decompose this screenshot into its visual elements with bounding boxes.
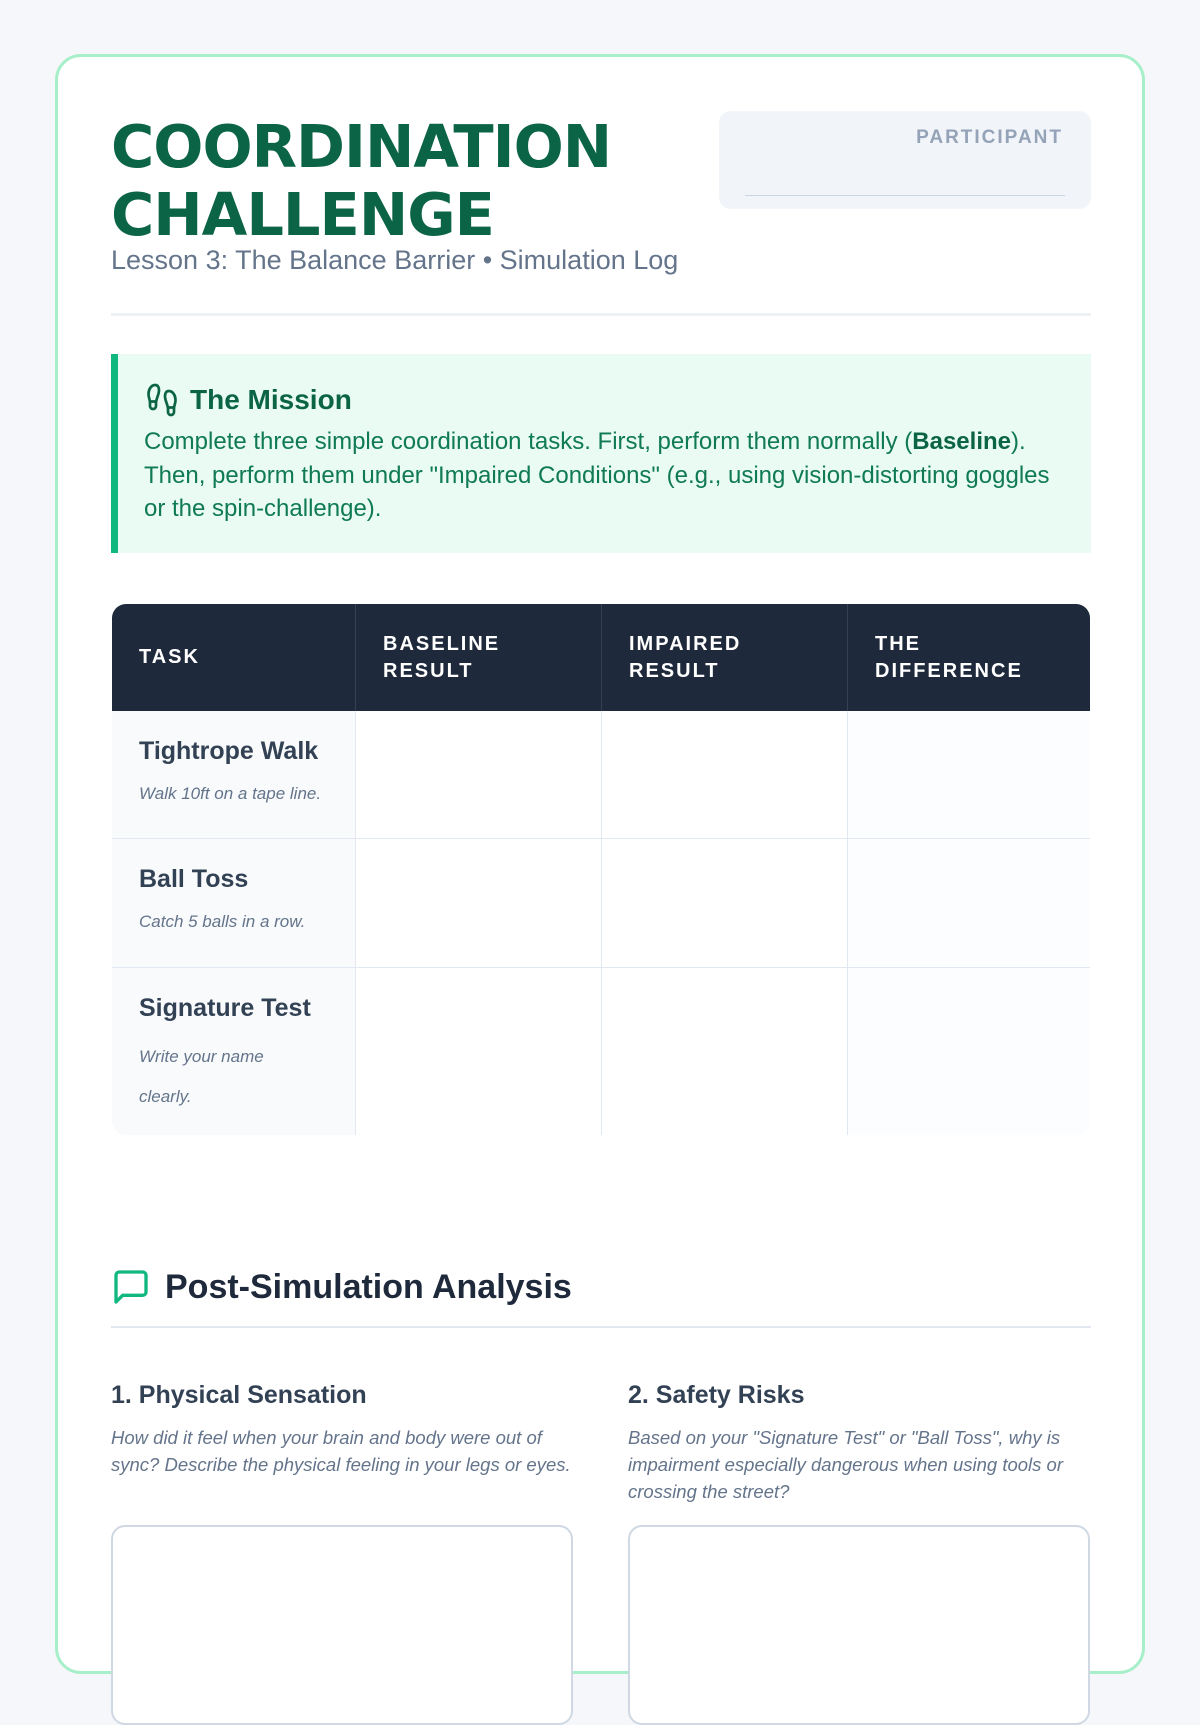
question-prompt: Based on your "Signature Test" or "Ball Toss", why is impairment especially dangerous when using tools or crossing the street? <box>628 1427 1063 1502</box>
participant-field[interactable] <box>719 111 1091 209</box>
page-title <box>111 113 611 249</box>
worksheet-card <box>55 54 1145 1674</box>
baseline-result-cell[interactable] <box>356 839 602 967</box>
question-title: 2. Safety Risks <box>628 1381 805 1409</box>
baseline-result-cell[interactable] <box>356 711 602 838</box>
impaired-result-cell[interactable] <box>602 839 848 967</box>
impaired-result-cell[interactable] <box>602 711 848 838</box>
task-cell <box>112 839 356 967</box>
table-row <box>112 711 1090 839</box>
footprints-icon <box>144 382 180 418</box>
participant-underline <box>745 195 1065 196</box>
task-name: Ball Toss <box>139 865 249 893</box>
column-header-difference: THE DIFFERENCE <box>875 632 1023 682</box>
task-cell <box>112 968 356 1135</box>
question-physical-sensation <box>111 1381 573 1478</box>
mission-title: The Mission <box>190 384 352 415</box>
mission-text-part-1: Complete three simple coordination tasks. First, perform them normally ( <box>144 428 913 455</box>
mission-header <box>144 380 352 420</box>
task-name: Signature Test <box>139 994 311 1022</box>
task-description: Walk 10ft on a tape line. <box>139 784 322 803</box>
mission-text-bold: Baseline <box>912 428 1011 455</box>
column-header-task: TASK <box>112 604 356 711</box>
task-description: Catch 5 balls in a row. <box>139 912 306 931</box>
analysis-title: Post-Simulation Analysis <box>165 1267 572 1306</box>
baseline-result-cell[interactable] <box>356 968 602 1135</box>
answer-box[interactable] <box>111 1525 573 1725</box>
task-cell <box>112 711 356 838</box>
table-header <box>112 604 1090 711</box>
analysis-header <box>111 1267 572 1307</box>
question-safety-risks <box>628 1381 1090 1505</box>
difference-cell[interactable] <box>848 711 1090 838</box>
analysis-divider <box>111 1326 1091 1328</box>
title-line-2: CHALLENGE <box>111 180 494 249</box>
header-divider <box>111 313 1091 316</box>
question-title: 1. Physical Sensation <box>111 1381 367 1409</box>
mission-callout <box>111 354 1091 553</box>
difference-cell[interactable] <box>848 968 1090 1135</box>
message-square-icon <box>111 1267 151 1307</box>
difference-cell[interactable] <box>848 839 1090 967</box>
task-description: Write your name clearly. <box>139 1047 264 1106</box>
mission-text-part-2: ). Then, perform them under "Impaired Conditions" (e.g., using vision-distorting goggles or the spin-challenge). <box>144 428 1050 522</box>
page-subtitle: Lesson 3: The Balance Barrier • Simulation Log <box>111 245 679 275</box>
table-row <box>112 839 1090 968</box>
question-prompt: How did it feel when your brain and body were out of sync? Describe the physical feeling in your legs or eyes. <box>111 1427 571 1475</box>
results-table <box>112 604 1090 1135</box>
column-header-impaired: IMPAIRED RESULT <box>602 604 848 711</box>
participant-label: PARTICIPANT <box>916 127 1063 148</box>
impaired-result-cell[interactable] <box>602 968 848 1135</box>
mission-text <box>144 425 1064 526</box>
title-line-1: COORDINATION <box>111 112 612 181</box>
task-name: Tightrope Walk <box>139 737 319 765</box>
participant-value[interactable] <box>745 161 1065 191</box>
answer-box[interactable] <box>628 1525 1090 1725</box>
column-header-baseline: BASELINE RESULT <box>356 604 602 711</box>
table-row <box>112 968 1090 1135</box>
